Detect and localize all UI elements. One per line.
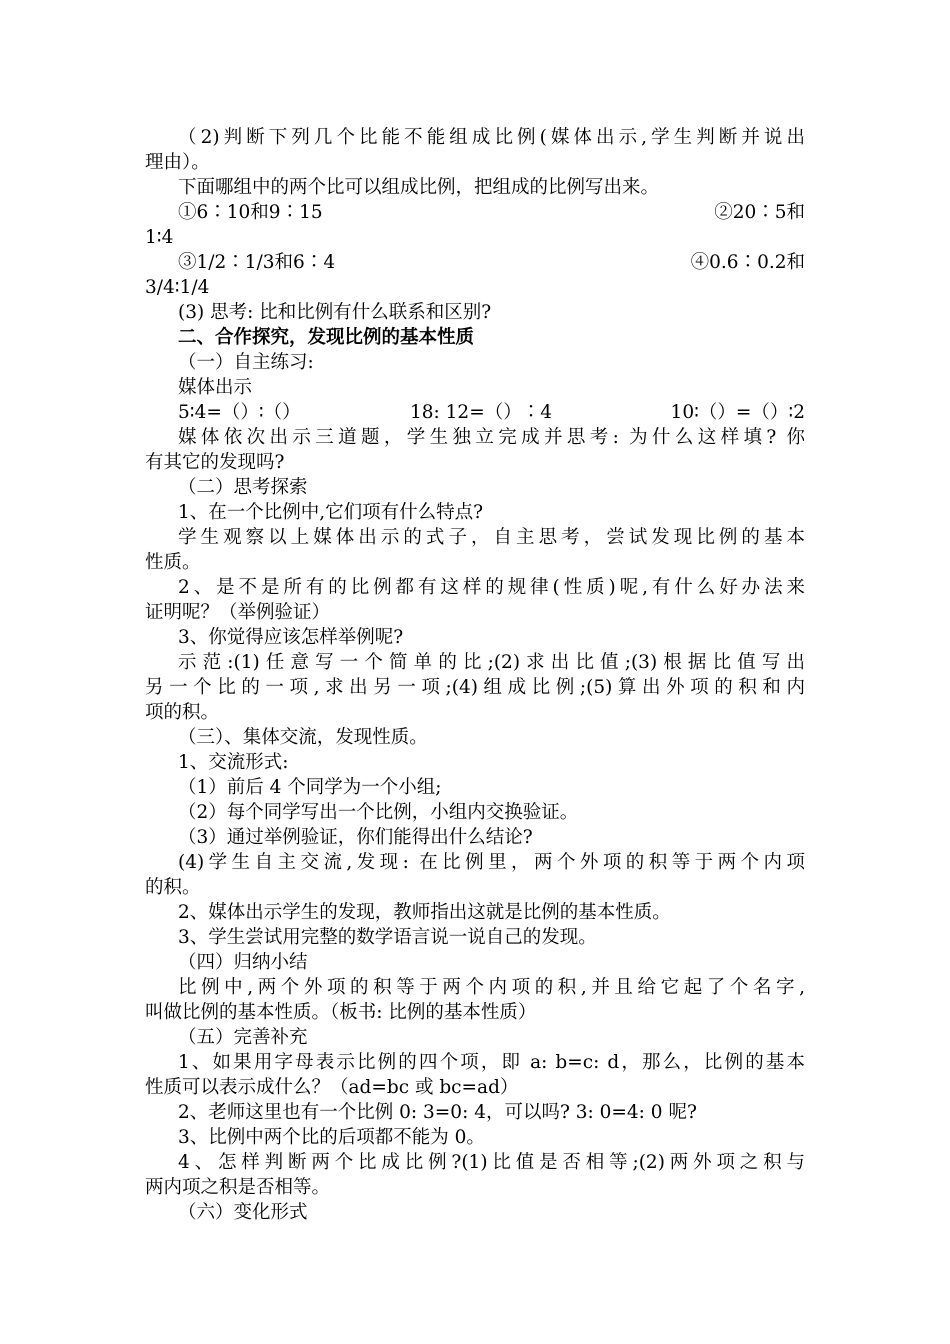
- subsection-heading: （六）变化形式: [178, 1202, 308, 1223]
- exercise-item: 18: 12=（）∶4: [410, 402, 552, 423]
- exercise-row: [178, 401, 805, 425]
- text-line: 比例中,两个外项的积等于两个内项的积,并且给它起了个名字,: [178, 977, 805, 998]
- text-line: 1、交流形式:: [178, 752, 289, 773]
- text-line: 性质。: [145, 552, 201, 573]
- text-line: 下面哪组中的两个比可以组成比例，把组成的比例写出来。: [178, 177, 660, 198]
- subsection-heading: （五）完善补充: [178, 1027, 308, 1048]
- text-line: 学生观察以上媒体出示的式子，自主思考，尝试发现比例的基本: [178, 527, 805, 548]
- exercise-item: 10∶（）=（）∶2: [670, 402, 805, 423]
- ratio-option: ①6∶10和9∶15: [178, 202, 323, 223]
- text-line: 的积。: [145, 877, 201, 898]
- ratio-option: ②20∶5和: [714, 202, 805, 223]
- text-line: 1∶4: [145, 227, 174, 248]
- text-line: 有其它的发现吗?: [145, 452, 285, 473]
- text-line: 2、媒体出示学生的发现，教师指出这就是比例的基本性质。: [178, 902, 671, 923]
- text-line-pair: [178, 251, 805, 275]
- text-line: (4)学生自主交流,发现: 在比例里，两个外项的积等于两个内项: [178, 852, 805, 873]
- text-line: 理由）。: [145, 152, 210, 173]
- text-line: （2）每个同学写出一个比例，小组内交换验证。: [178, 802, 579, 823]
- ratio-option: ④0.6∶0.2和: [690, 252, 805, 273]
- text-line: 3、你觉得应该怎样举例呢?: [178, 627, 404, 648]
- text-line: 另一个比的一项,求出另一项;(4)组成比例;(5)算出外项的积和内: [145, 677, 805, 698]
- text-line: 示范:(1)任意写一个简单的比;(2)求出比值;(3)根据比值写出: [178, 652, 805, 673]
- text-line: 两内项之积是否相等。: [145, 1177, 331, 1198]
- section-heading: 二、合作探究，发现比例的基本性质: [178, 327, 475, 348]
- subsection-heading: （四）归纳小结: [178, 952, 308, 973]
- text-line: 项的积。: [145, 702, 220, 723]
- text-line-pair: [178, 201, 805, 225]
- text-line: 2、是不是所有的比例都有这样的规律(性质)呢,有什么好办法来: [178, 577, 805, 598]
- text-line: 2、老师这里也有一个比例 0: 3=0: 4，可以吗? 3: 0=4: 0 呢?: [178, 1102, 697, 1123]
- text-line: 叫做比例的基本性质。（板书: 比例的基本性质）: [145, 1002, 537, 1023]
- text-line: （1）前后 4 个同学为一个小组;: [178, 777, 442, 798]
- ratio-option: ③1/2∶1/3和6∶4: [178, 252, 336, 273]
- text-line: （3）通过举例验证，你们能得出什么结论?: [178, 827, 533, 848]
- text-line: 1、如果用字母表示比例的四个项，即 a: b=c: d，那么，比例的基本: [178, 1052, 805, 1073]
- text-line: 证明呢？（举例验证）: [145, 602, 331, 623]
- text-line: 媒体依次出示三道题，学生独立完成并思考: 为什么这样填? 你: [178, 427, 805, 448]
- text-line: 1、在一个比例中,它们项有什么特点?: [178, 502, 484, 523]
- text-line: 3/4∶1/4: [145, 277, 210, 298]
- exercise-item: 5∶4=（）∶（）: [178, 402, 301, 423]
- text-line: 3、学生尝试用完整的数学语言说一说自己的发现。: [178, 927, 597, 948]
- text-line: 4、怎样判断两个比成比例?(1)比值是否相等;(2)两外项之积与: [178, 1152, 805, 1173]
- subsection-heading: （三）、集体交流，发现性质。: [178, 727, 428, 748]
- text-line: 媒体出示: [178, 377, 253, 398]
- text-line: (3) 思考: 比和比例有什么联系和区别?: [178, 302, 492, 323]
- subsection-heading: （一）自主练习:: [178, 352, 314, 373]
- text-line: （2)判断下列几个比能不能组成比例(媒体出示,学生判断并说出: [178, 127, 805, 148]
- text-line: 性质可以表示成什么？（ad=bc 或 bc=ad）: [145, 1077, 519, 1098]
- subsection-heading: （二）思考探索: [178, 477, 308, 498]
- text-line: 3、比例中两个比的后项都不能为 0。: [178, 1127, 485, 1148]
